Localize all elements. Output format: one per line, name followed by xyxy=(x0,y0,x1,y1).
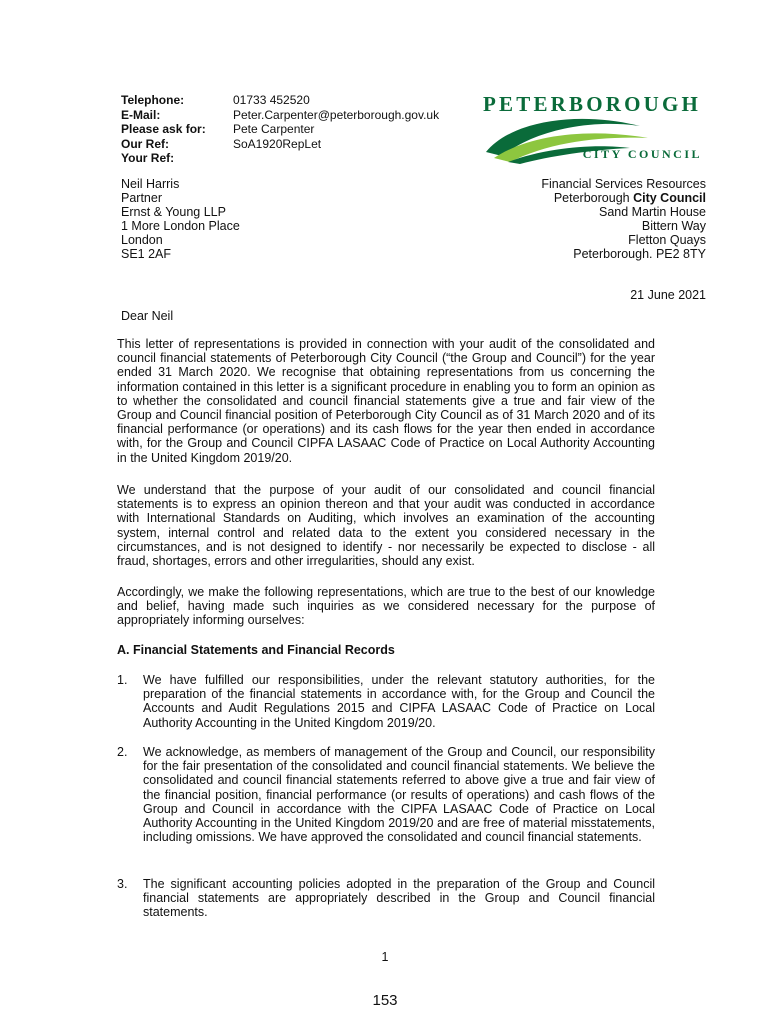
contact-label: E-Mail: xyxy=(121,107,161,122)
recipient-line: SE1 2AF xyxy=(121,247,172,261)
paragraph-representations: Accordingly, we make the following representations, which are true to the best of our knowledge and belief, having made such inquiries as we considered necessary for the purpose of appropriately informing ourselves: xyxy=(117,585,655,628)
sender-line: Peterborough. PE2 8TY xyxy=(573,247,706,261)
item-number: 3. xyxy=(117,877,128,891)
item-text: We have fulfilled our responsibilities, under the relevant statutory authorities, for the preparation of the financial statements in accordance with, for the Group and Council the Accounts and Audit Regulations 2015 and CIPFA LASAAC Code of Practice on Local Authority Accounting in the United Kingdom 2019/20. xyxy=(143,673,655,730)
paragraph-intro: This letter of representations is provided in connection with your audit of the consolidated and council financial statements of Peterborough City Council (“the Group and Council”) for the year ended 31 March 2020. We recognise that obtaining representations from us concerning the information contained in this letter is a significant procedure in enabling you to form an opinion as to whether the consolidated and council financial statements give a true and fair view of the Group and Council financial position of Peterborough City Council as of 31 March 2020 and of its financial performance (or operations) and its cash flows for the year then ended in accordance with, for the Group and Council CIPFA LASAAC Code of Practice on Local Authority Accounting in the United Kingdom 2019/20. xyxy=(117,337,655,465)
recipient-line: Partner xyxy=(121,191,162,205)
recipient-line: London xyxy=(121,233,163,247)
contact-email: Peter.Carpenter@peterborough.gov.uk xyxy=(233,107,440,122)
sender-line-bold: City Council xyxy=(633,191,706,205)
list-item xyxy=(117,745,655,844)
contact-row xyxy=(121,137,439,152)
item-text: We acknowledge, as members of management of the Group and Council, our responsibility for the fair presentation of the consolidated and council financial statements. We believe the consolidated and council financial statements referred to above give a true and fair view of the financial position, financial performance (or results of operations) and cash flows of the Group and Council in accordance with the CIPFA LASAAC Code of Practice on Local Authority Accounting in the United Kingdom 2019/20 and are free of material misstatements, including omissions. We have approved the consolidated and council financial statements. xyxy=(143,745,655,845)
list-item xyxy=(117,877,655,920)
sender-line-plain: Peterborough xyxy=(553,191,634,205)
salutation: Dear Neil xyxy=(121,309,174,323)
sender-line: Fletton Quays xyxy=(628,233,706,247)
letter-date: 21 June 2021 xyxy=(630,288,706,302)
list-item xyxy=(117,673,655,730)
paragraph-purpose: We understand that the purpose of your audit of our consolidated and council financial statements is to express an opinion thereon and that your audit was conducted in accordance with International Standards on Auditing, which involves an examination of the accounting system, internal control and related data to the extent you considered necessary in the circumstances, and is not designed to identify - nor necessarily be expected to disclose - all fraud, shortages, errors and other irregularities, should any exist. xyxy=(117,483,655,569)
item-text: The significant accounting policies adopted in the preparation of the Group and Council financial statements are appropriately described in the Group and Council financial statements. xyxy=(143,877,655,920)
contact-row xyxy=(121,151,439,166)
sender-line: Sand Martin House xyxy=(598,205,706,219)
contact-details xyxy=(121,93,439,166)
contact-row xyxy=(121,108,439,123)
recipient-line: Ernst & Young LLP xyxy=(121,205,226,219)
contact-row xyxy=(121,93,439,108)
sender-address xyxy=(541,177,706,261)
recipient-line: 1 More London Place xyxy=(121,219,240,233)
logo-subtitle: CITY COUNCIL xyxy=(582,147,702,161)
contact-value: 01733 452520 xyxy=(233,93,310,107)
recipient-line: Neil Harris xyxy=(121,177,180,191)
page-number: 1 xyxy=(381,950,389,964)
logo-wordmark: PETERBOROUGH xyxy=(483,92,702,116)
document-page-number: 153 xyxy=(372,992,398,1009)
sender-line: Financial Services Resources xyxy=(541,177,706,191)
contact-label: Our Ref: xyxy=(121,136,169,151)
council-logo xyxy=(480,92,708,164)
contact-label: Your Ref: xyxy=(121,151,175,165)
sender-line xyxy=(541,191,706,205)
contact-value: SoA1920RepLet xyxy=(233,136,322,151)
sender-line: Bittern Way xyxy=(641,219,706,233)
item-number: 2. xyxy=(117,745,128,759)
contact-label: Please ask for: xyxy=(121,122,206,136)
contact-row xyxy=(121,122,439,137)
recipient-address xyxy=(121,177,240,261)
contact-value: Pete Carpenter xyxy=(233,122,315,136)
section-heading: A. Financial Statements and Financial Records xyxy=(117,643,395,657)
item-number: 1. xyxy=(117,673,128,687)
contact-label: Telephone: xyxy=(121,93,185,107)
